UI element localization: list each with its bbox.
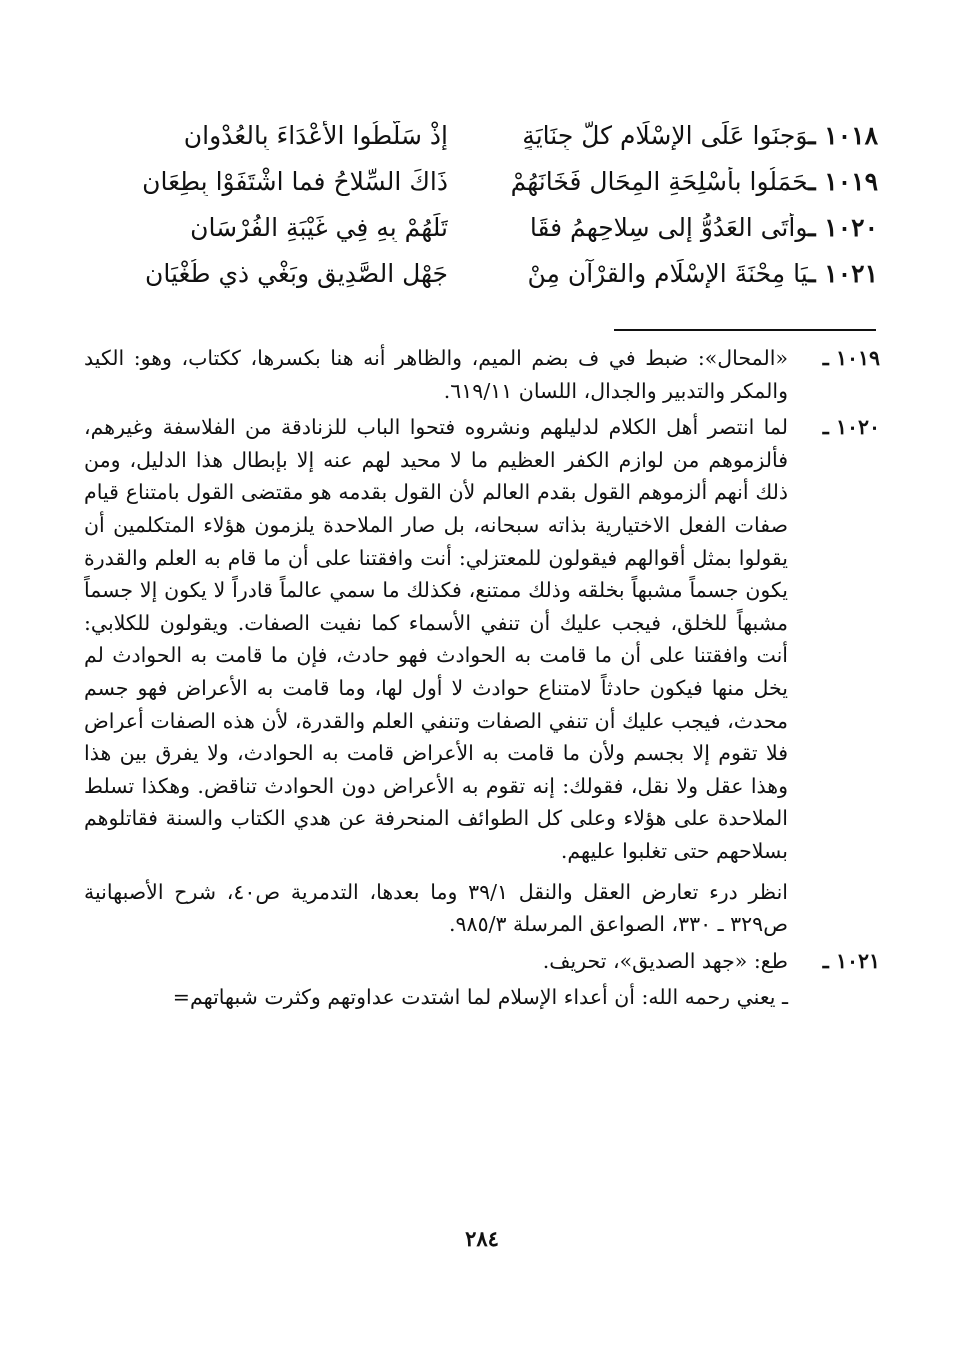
verse-second-hemistich: جَهْلِ الصَّدِيقِ وبَغْيِ ذي طُغْيَانِ: [145, 258, 448, 288]
verse-first-text: يَا مِحْنَةَ الإسْلَامِ والقرْآنِ مِنْ: [527, 258, 809, 288]
footnote-text: لما انتصر أهل الكلام لدليلهم ونشروه فتحوا الباب للزنادقة من الفلاسفة وغيرهم، فألزموهم من لوازم الكفر العظيم ما لا محيد لهم عنه إلا بإبطال هذا الدليل، ومن ذلك أنهم ألزموهم القول بقدم العالم لأن القول بقدمه هو مقتضى القول بامتناع قيام صفات الفعل الاختيارية بذاته سبحانه، بل صار الملاحدة يلزمون هؤلاء المتكلمين أن يقولوا بمثل أقوالهم فيقولون للمعتزلي: أنت وافقتنا على أن ما قام به العلم والقدرة يكون جسماً مشبهاً بخلقه وذلك ممتنع، فكذلك ما سمي عالماً قادراً لا يكون إلا جسماً مشبهاً للخلق، فيجب عليك أن تنفي الأسماء كما نفيت الصفات. ويقولون للكلابي: أنت وافقتنا على أن ما قامت به الحوادث فهو حادث، فإن ما قامت به الحوادث لم يخل منها فيكون حادثاً لامتناع حوادث لا أول لها، وما قامت به الأعراض فهو جسم محدث، فيجب عليك أن تنفي الصفات وتنفي العلم والقدرة، لأن هذه الصفات أعراض فلا تقوم إلا بجسم ولأن ما قامت به الأعراض قامت به الحوادث، ولا يفرق بين هذا وهذا عقل ولا نقل، فقولك: إنه تقوم به الأعراض دون الحوادث تناقض. وهكذا تسلط الملاحدة على هؤلاء وعلى كل الطوائف المنحرفة عن هدي الكتاب والسنة فقاتلوهم بسلاحهم حتى تغلبوا عليهم.: [84, 415, 788, 863]
verse-second-hemistich: تَلَهُمْ بِهِ فِي غَيْبَةِ الفُرْسَانِ: [190, 212, 448, 242]
footnotes: [84, 342, 880, 1014]
footnote-continuation: ـ يعني رحمه الله: أن أعداء الإسلام لما اشتدت عداوتهم وكثرت شبهاتهم=: [172, 985, 788, 1010]
footnote-number: ١٠١٩ ـ: [822, 346, 880, 370]
footnote: [84, 342, 880, 407]
verse-line: [88, 112, 878, 158]
verse-first-text: وأتَى العَدُوُّ إلى سِلاحِهِمُ فقَا: [529, 212, 809, 242]
verse-first-hemistich: [483, 121, 878, 150]
footnote-number: ١٠٢١ ـ: [822, 948, 880, 973]
verse-second-hemistich: ذَاكَ السِّلاحُ فما اشْتَفَوْا بِطِعَانِ: [142, 166, 448, 196]
verse-first-hemistich: [483, 167, 878, 196]
footnote-text: طع: «جهد الصديق»، تحريف.: [542, 948, 788, 973]
footnote: [84, 945, 880, 978]
verse-number: ١٠١٨ ـ: [808, 120, 878, 150]
verse-first-hemistich: [483, 259, 878, 288]
footnote-number: ١٠٢٠ ـ: [822, 415, 880, 440]
footnote-text: «المحال»: ضبط في ف بضم الميم، والظاهر أنه هنا بكسرها، ككتاب، وهو: الكيد والمكر والتدبير والجدال، اللسان ٦١٩/١١.: [84, 346, 788, 403]
verse-line: [88, 204, 878, 250]
footnote-separator: [614, 329, 876, 331]
verse-first-hemistich: [483, 213, 878, 242]
footnote-references: انظر درء تعارض العقل والنقل ٣٩/١ وما بعدها، التدمرية ص٤٠، شرح الأصبهانية ص٣٢٩ ـ ٣٣٠، الصواعق المرسلة ٩٨٥/٣.: [84, 879, 788, 937]
verse-number: ١٠٢١ ـ: [808, 258, 878, 288]
page-number: ٢٨٤: [465, 1226, 499, 1251]
verse-number: ١٠٢٠ ـ: [808, 212, 878, 242]
verse-first-text: حَمَلُوا بأسْلِحَةِ المِحَالِ فَخَانَهُمْ: [510, 166, 809, 196]
verse-second-hemistich: إذْ سَلَّطُوا الأَعْدَاءَ بِالعُدْوانِ: [183, 120, 448, 150]
verse-line: [88, 250, 878, 296]
verse-block: [88, 112, 878, 296]
footnote: [84, 411, 880, 941]
verse-first-text: وَجنَوا عَلَى الإسْلَامِ كلَّ جِنَايَةٍ: [522, 120, 809, 150]
verse-line: [88, 158, 878, 204]
verse-number: ١٠١٩ ـ: [808, 166, 878, 196]
